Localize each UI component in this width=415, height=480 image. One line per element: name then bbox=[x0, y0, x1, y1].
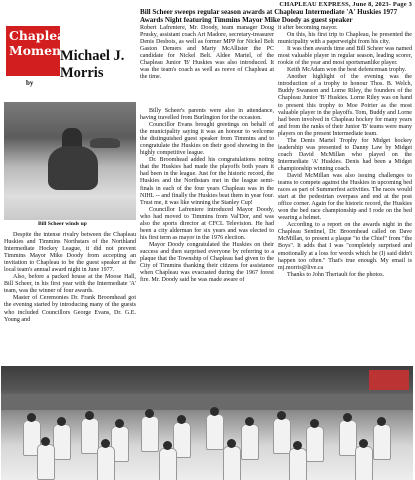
col3-para: David McMillan was also issuing challenges to teams to compete against the Huskies in upcoming bed races as part of Summerfest activities. The races would start at the pedestrian overpass and end at the post office corner. Again for the historic record, the Huskies won the bed race championship and I rode on the bed wearing a helmet. bbox=[278, 172, 412, 222]
photo-caption: Bill Scheer winds up bbox=[38, 221, 87, 227]
col3-para: The Denis Martel Trophy for Midget hockey leadership was presented to Danny Law by Midget coach David McMillan who played on the Intermediate 'A' Huskies. Denis had been a Midget championship winning coach. bbox=[278, 137, 412, 172]
col2-para: Councillor Evans brought greetings on behalf of the municipality saying it was an honour to welcome the distinguished guest speaker from Timmins and to congratulate the Huskies on their good showing in the highly competitive league. bbox=[140, 122, 274, 157]
logo-title-line1: Chapleau bbox=[9, 28, 75, 43]
hockey-team-photo bbox=[1, 366, 413, 480]
col3-para: Another highlight of the evening was the introduction of a trophy to honour Thos. B. Welch, Buddy Swanson and Lorne Riley, the founders of the Chapleau Junior 'B' Huskies. Lorne Riley was on hand to present this trophy to Moe Poirier as the most valuable player in the playoffs. Tom, Buddy and Lorne had been involved in Chapleau hockey for many years and from the ranks of their Junior 'B' teams were many players on the present Intermediate team. bbox=[278, 74, 412, 137]
headline: Bill Scheer sweeps regular season awards at Chapleau Intermediate 'A' Huskies 1977 Awards Night featuring Timmins Mayor Mike Doody as guest speaker bbox=[140, 8, 398, 25]
logo-author bbox=[60, 48, 124, 82]
page-header: CHAPLEAU EXPRESS, June 8, 2023- Page 3 bbox=[279, 1, 412, 8]
logo-author-line2: Morris bbox=[60, 65, 104, 81]
photo-player bbox=[37, 444, 55, 480]
col3-para: Thanks to John Theriault for the photos. bbox=[287, 271, 385, 278]
photo-figure-body bbox=[48, 146, 98, 190]
col2-para: Mayor Doody congratulated the Huskies on their success and then surprised everyone by referring to a plaque that the Township of Chapleau had given to the City of Timmins thanking their citizens for assistance when Chapleau was evacuated during the 1967 forest fire. Mr. Doody said he was made aware of bbox=[140, 241, 274, 284]
photo-player bbox=[273, 418, 291, 454]
photo-figure-arm bbox=[90, 138, 120, 148]
photo-arena-banner bbox=[369, 370, 409, 390]
col2-para: Dr. Broomhead added his congratulations noting that the Huskies had made the playoffs both years it had been in the league. Just for the historic record, the Huskies and the Northstars met in the league semi-finals in each of the four years Chapleau was in the NIHL -- and finally the Huskies beat them in year four. Trust me, it was like winning the Stanley Cup! bbox=[140, 157, 274, 206]
logo-author-line1: Michael J. bbox=[60, 48, 125, 64]
pitcher-photo bbox=[4, 102, 136, 220]
photo-player bbox=[53, 424, 71, 460]
photo-player bbox=[223, 446, 241, 480]
photo-player bbox=[206, 414, 224, 450]
col3-para: Keith McAdam won the best defenceman trophy. bbox=[287, 67, 406, 74]
col3-para: It was then awards time and Bill Scheer was named most valuable player in regular season, leading scorer, rookie of the year and most sportsmanlike player. bbox=[278, 46, 412, 67]
col3-para: it after becoming mayor. bbox=[278, 25, 338, 31]
photo-player bbox=[306, 426, 324, 462]
photo-rink-boards bbox=[1, 394, 413, 410]
col2-para: Councillor Lafreniere introduced Mayor Doody, who had moved to Timmins from Val'Dor, and was also the sports director at CFCL Television. He had been a city alderman for six years and was elected to his first term as mayor in the 1976 election. bbox=[140, 206, 274, 241]
col3-para: On this, his first trip to Chapleau, he presented the municipality with a paperweight from his city. bbox=[278, 32, 412, 46]
col1-para: Despite the intense rivalry between the Chapleau Huskies and Timmins Northstars of the Northland Intermediate Hockey League, it did not prevent Timmins Mayor Mike Doody from accepting an invitation to Chapleau to be the guest speaker at the local team's annual award night in June 1977. bbox=[4, 232, 136, 274]
article-column-1 bbox=[4, 232, 136, 324]
column-logo bbox=[2, 24, 136, 102]
logo-title-line2: Moments bbox=[9, 43, 74, 58]
col3-para: According to a report on the awards night in the Chapleau Sentinel, Dr. Broomhead called on Dave McMillan, to present a plaque "to the Chief" from "the Boys". It adds that I was "completely surprised and emotionally at a loss for words which he (I) said didn't happen too often." That's true enough. My email is mj.morris@live.ca bbox=[278, 222, 412, 271]
col1-para: Also, before a packed house at the Moose Hall, Bill Scheer, in his first year with the Intermediate 'A' team, was the winner of four awards. bbox=[4, 274, 136, 295]
col1-para: Master of Ceremonies Dr. Frank Broomhead got the evening started by introducing many of the guests who included Councillors George Evans, Dr. G.E. Young and bbox=[4, 295, 136, 323]
photo-player bbox=[241, 424, 259, 460]
photo-player bbox=[159, 448, 177, 480]
col2-top-para: Robert Lafreniere, Mr. Doody, team manager Doug Prusky, assistant coach Art Madore, secretary-treasurer Denis Desbois, as well as former MPP for Nickel Belt Gaston Demers and Marty McAllister the PC candidate for Nickel Belt. Aldee Martel, of the Chapleau Junior 'B' Huskies was also introduced. It was the team's coach as well as reeve of Chapleau at the time. bbox=[140, 25, 274, 81]
photo-player bbox=[97, 446, 115, 480]
article-column-3 bbox=[278, 25, 412, 279]
article-column-2-top bbox=[140, 25, 274, 81]
column-logo-title bbox=[6, 26, 75, 76]
photo-player bbox=[355, 446, 373, 480]
photo-player bbox=[289, 448, 307, 480]
photo-player bbox=[141, 416, 159, 452]
photo-player bbox=[373, 424, 391, 460]
logo-by: by bbox=[26, 79, 34, 87]
article-column-2 bbox=[140, 108, 274, 284]
col2-para: Billy Scheer's parents were also in attendance, having travelled from Burlington for the occasion. bbox=[140, 108, 274, 122]
